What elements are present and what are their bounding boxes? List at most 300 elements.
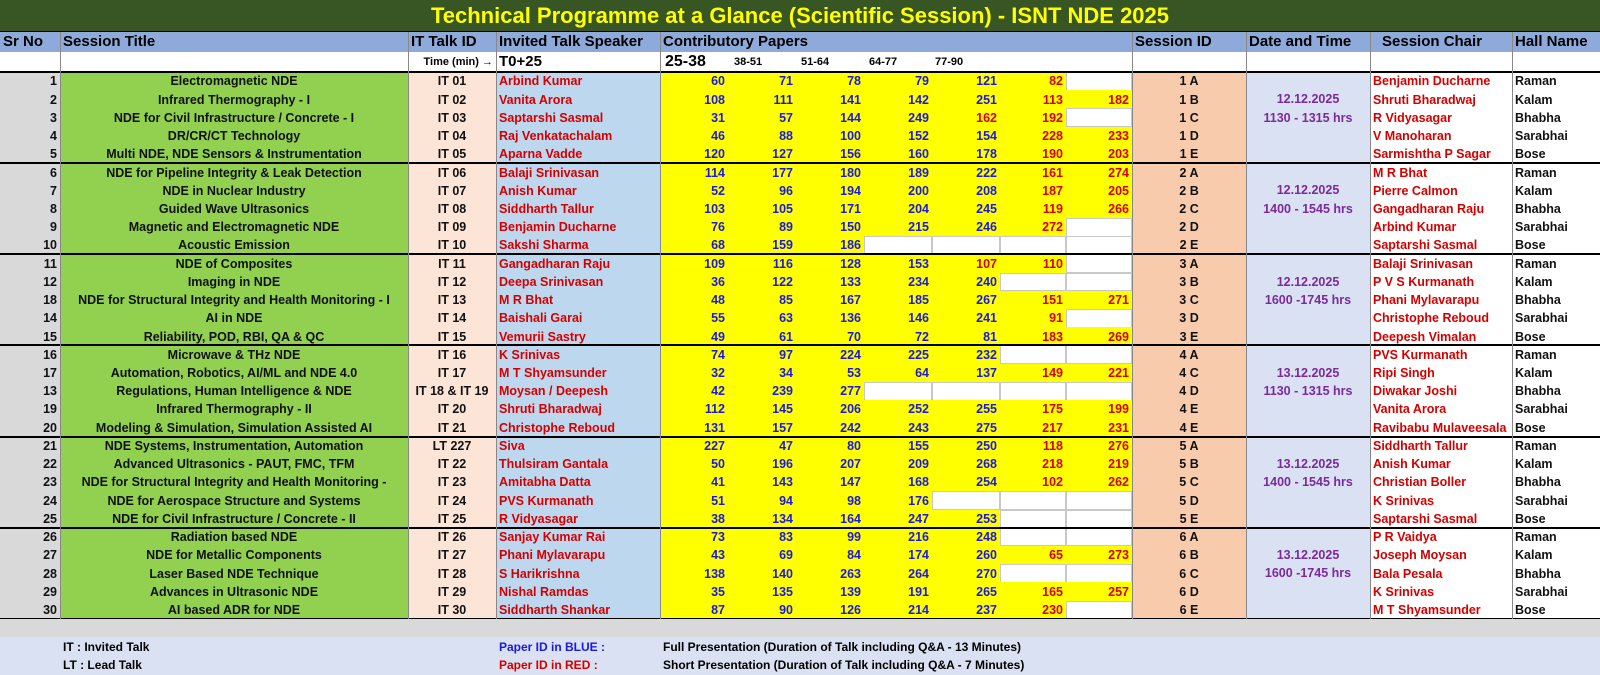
paper-id: 155 <box>864 437 932 456</box>
paper-id: 194 <box>796 181 864 200</box>
speaker-name: Arbind Kumar <box>496 72 660 91</box>
paper-id: 196 <box>728 455 796 474</box>
hall-name: Bhabha <box>1512 291 1600 310</box>
paper-id: 82 <box>1000 72 1066 91</box>
it-talk-id: IT 16 <box>408 345 496 364</box>
paper-id: 218 <box>1000 455 1066 474</box>
session-chair: Deepesh Vimalan <box>1370 327 1512 346</box>
paper-id: 205 <box>1066 181 1132 200</box>
sr-number: 28 <box>0 564 60 583</box>
paper-id: 70 <box>796 327 864 346</box>
hall-name: Raman <box>1512 254 1600 273</box>
paper-id: 221 <box>1066 364 1132 383</box>
session-chair: Diwakar Joshi <box>1370 382 1512 401</box>
page-title: Technical Programme at a Glance (Scientific Session) - ISNT NDE 2025 <box>430 2 1170 28</box>
paper-id: 156 <box>796 145 864 164</box>
hall-name: Bose <box>1512 145 1600 164</box>
paper-id: 116 <box>728 254 796 273</box>
it-talk-id: IT 11 <box>408 254 496 273</box>
session-chair: P V S Kurmanath <box>1370 273 1512 292</box>
session-id: 1 C <box>1132 108 1246 127</box>
speaker-name: Siddharth Tallur <box>496 200 660 219</box>
speaker-name: Amitabha Datta <box>496 473 660 492</box>
session-date: 12.12.2025 <box>1276 274 1340 289</box>
session-chair: K Srinivas <box>1370 582 1512 601</box>
session-id: 5 D <box>1132 491 1246 510</box>
sr-number: 16 <box>0 345 60 364</box>
paper-id: 264 <box>864 564 932 583</box>
session-chair: Saptarshi Sasmal <box>1370 510 1512 529</box>
paper-id <box>1066 345 1132 364</box>
time-slot: 64-77 <box>869 56 898 68</box>
paper-id: 34 <box>728 364 796 383</box>
date-cell <box>1246 582 1370 601</box>
it-talk-id: IT 15 <box>408 327 496 346</box>
session-id: 4 E <box>1132 418 1246 437</box>
session-title: Microwave & THz NDE <box>60 345 408 364</box>
date-cell <box>1246 163 1370 182</box>
group-divider <box>0 71 1600 73</box>
hall-name: Sarabhai <box>1512 400 1600 419</box>
session-chair: R Vidyasagar <box>1370 108 1512 127</box>
hall-name: Sarabhai <box>1512 218 1600 237</box>
col-header-date: Date and Time <box>1246 32 1370 52</box>
paper-id: 253 <box>932 510 1000 529</box>
paper-id <box>1000 382 1066 401</box>
paper-id: 68 <box>660 236 728 255</box>
paper-id: 72 <box>864 327 932 346</box>
session-id: 2 E <box>1132 236 1246 255</box>
paper-id: 232 <box>932 345 1000 364</box>
speaker-name: Vanita Arora <box>496 90 660 109</box>
paper-id: 277 <box>796 382 864 401</box>
paper-id <box>1066 382 1132 401</box>
it-talk-id: IT 24 <box>408 491 496 510</box>
session-title: NDE in Nuclear Industry <box>60 181 408 200</box>
group-divider <box>0 344 1600 346</box>
paper-id: 180 <box>796 163 864 182</box>
sr-number: 10 <box>0 236 60 255</box>
session-id: 1 A <box>1132 72 1246 91</box>
paper-id: 80 <box>796 437 864 456</box>
paper-id: 43 <box>660 546 728 565</box>
session-date: 13.12.2025 <box>1276 456 1340 471</box>
paper-id: 171 <box>796 200 864 219</box>
paper-id: 81 <box>932 327 1000 346</box>
paper-id: 178 <box>932 145 1000 164</box>
sr-number: 17 <box>0 364 60 383</box>
column-divider <box>1132 32 1133 619</box>
it-talk-id: IT 05 <box>408 145 496 164</box>
paper-id: 243 <box>864 418 932 437</box>
session-date: 13.12.2025 <box>1276 548 1340 563</box>
session-time: 1600 -1745 hrs <box>1264 566 1352 581</box>
paper-id: 185 <box>864 291 932 310</box>
speaker-name: Benjamin Ducharne <box>496 218 660 237</box>
paper-id: 103 <box>660 200 728 219</box>
session-id: 6 D <box>1132 582 1246 601</box>
paper-id: 266 <box>1066 200 1132 219</box>
paper-id: 109 <box>660 254 728 273</box>
it-talk-id: IT 12 <box>408 273 496 292</box>
paper-id: 157 <box>728 418 796 437</box>
paper-id: 131 <box>660 418 728 437</box>
sr-number: 2 <box>0 90 60 109</box>
paper-id: 209 <box>864 455 932 474</box>
paper-id: 135 <box>728 582 796 601</box>
session-id: 1 B <box>1132 90 1246 109</box>
session-title: NDE for Aerospace Structure and Systems <box>60 491 408 510</box>
paper-id: 204 <box>864 200 932 219</box>
paper-id: 144 <box>796 108 864 127</box>
paper-id: 146 <box>864 309 932 328</box>
date-cell <box>1246 309 1370 328</box>
sr-number: 5 <box>0 145 60 164</box>
session-id: 3 A <box>1132 254 1246 273</box>
speaker-name: Thulsiram Gantala <box>496 455 660 474</box>
session-time: 1600 -1745 hrs <box>1264 292 1352 307</box>
paper-id: 217 <box>1000 418 1066 437</box>
it-talk-id: IT 03 <box>408 108 496 127</box>
paper-id <box>1066 273 1132 292</box>
col-header-it: IT Talk ID <box>408 32 496 52</box>
column-divider <box>60 32 61 619</box>
paper-id: 250 <box>932 437 1000 456</box>
it-talk-id: IT 01 <box>408 72 496 91</box>
paper-id: 140 <box>728 564 796 583</box>
paper-id: 36 <box>660 273 728 292</box>
paper-id: 147 <box>796 473 864 492</box>
paper-id: 119 <box>1000 200 1066 219</box>
paper-id: 143 <box>728 473 796 492</box>
session-title: Automation, Robotics, AI/ML and NDE 4.0 <box>60 364 408 383</box>
session-chair: Saptarshi Sasmal <box>1370 236 1512 255</box>
paper-id: 263 <box>796 564 864 583</box>
legend-blue-desc: Full Presentation (Duration of Talk including Q&A - 13 Minutes) <box>663 640 1022 654</box>
paper-id: 203 <box>1066 145 1132 164</box>
paper-id: 118 <box>1000 437 1066 456</box>
paper-id: 231 <box>1066 418 1132 437</box>
paper-id: 230 <box>1000 601 1066 620</box>
session-id: 5 B <box>1132 455 1246 474</box>
paper-id <box>1066 491 1132 510</box>
sr-number: 27 <box>0 546 60 565</box>
session-id: 5 E <box>1132 510 1246 529</box>
time-slot: 25-38 <box>665 53 706 70</box>
session-chair: Ravibabu Mulaveesala <box>1370 418 1512 437</box>
hall-name: Kalam <box>1512 455 1600 474</box>
paper-id: 216 <box>864 528 932 547</box>
paper-id: 219 <box>1066 455 1132 474</box>
session-chair: P R Vaidya <box>1370 528 1512 547</box>
paper-id: 63 <box>728 309 796 328</box>
paper-id: 177 <box>728 163 796 182</box>
legend-lt: LT : Lead Talk <box>63 658 142 672</box>
paper-id: 234 <box>864 273 932 292</box>
date-cell <box>1246 345 1370 364</box>
date-cell <box>1246 145 1370 164</box>
session-chair: Shruti Bharadwaj <box>1370 90 1512 109</box>
date-cell <box>1246 528 1370 547</box>
paper-id: 240 <box>932 273 1000 292</box>
paper-id: 214 <box>864 601 932 620</box>
paper-id: 50 <box>660 455 728 474</box>
paper-id <box>1066 564 1132 583</box>
session-chair: Anish Kumar <box>1370 455 1512 474</box>
paper-id: 215 <box>864 218 932 237</box>
date-cell <box>1246 418 1370 437</box>
paper-id: 74 <box>660 345 728 364</box>
paper-id: 112 <box>660 400 728 419</box>
sr-number: 9 <box>0 218 60 237</box>
session-id: 6 C <box>1132 564 1246 583</box>
session-title: NDE for Civil Infrastructure / Concrete - II <box>60 510 408 529</box>
session-title: NDE for Civil Infrastructure / Concrete - I <box>60 108 408 127</box>
paper-id: 55 <box>660 309 728 328</box>
paper-id: 189 <box>864 163 932 182</box>
session-chair: Arbind Kumar <box>1370 218 1512 237</box>
session-title: Electromagnetic NDE <box>60 72 408 91</box>
sr-number: 11 <box>0 254 60 273</box>
paper-id: 249 <box>864 108 932 127</box>
it-talk-id: IT 04 <box>408 127 496 146</box>
it-talk-id: IT 10 <box>408 236 496 255</box>
paper-id: 276 <box>1066 437 1132 456</box>
it-talk-id: IT 25 <box>408 510 496 529</box>
paper-id <box>1066 510 1132 529</box>
speaker-name: Phani Mylavarapu <box>496 546 660 565</box>
session-chair: Balaji Srinivasan <box>1370 254 1512 273</box>
hall-name: Kalam <box>1512 90 1600 109</box>
session-title: Infrared Thermography - II <box>60 400 408 419</box>
paper-id: 120 <box>660 145 728 164</box>
paper-id: 94 <box>728 491 796 510</box>
speaker-name: Sakshi Sharma <box>496 236 660 255</box>
session-chair: Pierre Calmon <box>1370 181 1512 200</box>
sr-number: 21 <box>0 437 60 456</box>
paper-id: 159 <box>728 236 796 255</box>
hall-name: Raman <box>1512 528 1600 547</box>
paper-id: 241 <box>932 309 1000 328</box>
date-cell <box>1246 437 1370 456</box>
paper-id: 47 <box>728 437 796 456</box>
paper-id: 31 <box>660 108 728 127</box>
paper-id: 165 <box>1000 582 1066 601</box>
session-id: 3 C <box>1132 291 1246 310</box>
paper-id: 100 <box>796 127 864 146</box>
col-header-speaker: Invited Talk Speaker <box>496 32 660 52</box>
speaker-name: S Harikrishna <box>496 564 660 583</box>
paper-id: 262 <box>1066 473 1132 492</box>
paper-id: 145 <box>728 400 796 419</box>
session-date: 13.12.2025 <box>1276 365 1340 380</box>
paper-id: 222 <box>932 163 1000 182</box>
session-chair: PVS Kurmanath <box>1370 345 1512 364</box>
sr-number: 30 <box>0 601 60 620</box>
time-slot: 38-51 <box>734 56 763 68</box>
time-it-slot: T0+25 <box>499 53 542 70</box>
session-title: Magnetic and Electromagnetic NDE <box>60 218 408 237</box>
paper-id: 64 <box>864 364 932 383</box>
speaker-name: Moysan / Deepesh <box>496 382 660 401</box>
paper-id: 162 <box>932 108 1000 127</box>
hall-name: Raman <box>1512 437 1600 456</box>
session-id: 5 C <box>1132 473 1246 492</box>
paper-id: 139 <box>796 582 864 601</box>
session-title: Acoustic Emission <box>60 236 408 255</box>
paper-id: 60 <box>660 72 728 91</box>
it-talk-id: IT 20 <box>408 400 496 419</box>
session-title: Regulations, Human Intelligence & NDE <box>60 382 408 401</box>
speaker-name: Sanjay Kumar Rai <box>496 528 660 547</box>
paper-id: 48 <box>660 291 728 310</box>
hall-name: Raman <box>1512 163 1600 182</box>
session-id: 2 C <box>1132 200 1246 219</box>
sr-number: 23 <box>0 473 60 492</box>
column-divider <box>408 32 409 619</box>
paper-id: 150 <box>796 218 864 237</box>
paper-id: 121 <box>932 72 1000 91</box>
date-cell <box>1246 127 1370 146</box>
paper-id <box>932 491 1000 510</box>
paper-id: 122 <box>728 273 796 292</box>
paper-id: 134 <box>728 510 796 529</box>
session-id: 3 D <box>1132 309 1246 328</box>
paper-id <box>932 382 1000 401</box>
paper-id <box>1000 510 1066 529</box>
speaker-name: Saptarshi Sasmal <box>496 108 660 127</box>
paper-id: 183 <box>1000 327 1066 346</box>
session-title: AI in NDE <box>60 309 408 328</box>
paper-id: 114 <box>660 163 728 182</box>
paper-id <box>1066 254 1132 273</box>
paper-id: 200 <box>864 181 932 200</box>
paper-id <box>1066 236 1132 255</box>
hall-name: Bhabha <box>1512 564 1600 583</box>
hall-name: Bose <box>1512 510 1600 529</box>
paper-id: 176 <box>864 491 932 510</box>
session-chair: Vanita Arora <box>1370 400 1512 419</box>
date-cell <box>1246 510 1370 529</box>
session-title: DR/CR/CT Technology <box>60 127 408 146</box>
sr-number: 8 <box>0 200 60 219</box>
paper-id <box>1066 309 1132 328</box>
paper-id: 161 <box>1000 163 1066 182</box>
paper-id: 46 <box>660 127 728 146</box>
paper-id: 151 <box>1000 291 1066 310</box>
session-title: Modeling & Simulation, Simulation Assisted AI <box>60 418 408 437</box>
sr-number: 3 <box>0 108 60 127</box>
paper-id: 206 <box>796 400 864 419</box>
paper-id: 108 <box>660 90 728 109</box>
it-talk-id: IT 21 <box>408 418 496 437</box>
paper-id: 78 <box>796 72 864 91</box>
session-time: 1400 - 1545 hrs <box>1263 475 1353 490</box>
it-talk-id: IT 13 <box>408 291 496 310</box>
it-talk-id: IT 07 <box>408 181 496 200</box>
date-cell <box>1246 72 1370 91</box>
it-talk-id: IT 28 <box>408 564 496 583</box>
session-date: 12.12.2025 <box>1276 92 1340 107</box>
session-title: NDE for Pipeline Integrity & Leak Detection <box>60 163 408 182</box>
paper-id: 275 <box>932 418 1000 437</box>
paper-id: 90 <box>728 601 796 620</box>
hall-name: Bhabha <box>1512 473 1600 492</box>
it-talk-id: IT 06 <box>408 163 496 182</box>
it-talk-id: IT 17 <box>408 364 496 383</box>
column-divider <box>1246 32 1247 619</box>
legend-blue-label: Paper ID in BLUE : <box>499 640 606 654</box>
paper-id: 239 <box>728 382 796 401</box>
speaker-name: Balaji Srinivasan <box>496 163 660 182</box>
sr-number: 18 <box>0 291 60 310</box>
speaker-name: Christophe Reboud <box>496 418 660 437</box>
session-id: 1 D <box>1132 127 1246 146</box>
paper-id: 52 <box>660 181 728 200</box>
paper-id: 107 <box>932 254 1000 273</box>
paper-id: 257 <box>1066 582 1132 601</box>
paper-id: 154 <box>932 127 1000 146</box>
paper-id: 41 <box>660 473 728 492</box>
speaker-name: Baishali Garai <box>496 309 660 328</box>
hall-name: Bhabha <box>1512 382 1600 401</box>
paper-id <box>1066 72 1132 91</box>
paper-id: 225 <box>864 345 932 364</box>
time-label: Time (min) → <box>423 56 493 68</box>
col-header-papers: Contributory Papers <box>660 32 1132 52</box>
paper-id: 274 <box>1066 163 1132 182</box>
paper-id <box>1000 345 1066 364</box>
speaker-name: K Srinivas <box>496 345 660 364</box>
hall-name: Bose <box>1512 418 1600 437</box>
paper-id: 270 <box>932 564 1000 583</box>
it-talk-id: IT 14 <box>408 309 496 328</box>
paper-id: 248 <box>932 528 1000 547</box>
sr-number: 25 <box>0 510 60 529</box>
it-talk-id: IT 08 <box>408 200 496 219</box>
session-id: 5 A <box>1132 437 1246 456</box>
it-talk-id: LT 227 <box>408 437 496 456</box>
paper-id: 126 <box>796 601 864 620</box>
session-id: 1 E <box>1132 145 1246 164</box>
session-chair: Benjamin Ducharne <box>1370 72 1512 91</box>
title-bar <box>0 0 1600 32</box>
paper-id <box>1066 108 1132 127</box>
paper-id: 38 <box>660 510 728 529</box>
group-divider <box>0 253 1600 255</box>
paper-id: 252 <box>864 400 932 419</box>
session-title: Imaging in NDE <box>60 273 408 292</box>
paper-id: 167 <box>796 291 864 310</box>
paper-id: 79 <box>864 72 932 91</box>
paper-id: 260 <box>932 546 1000 565</box>
paper-id: 97 <box>728 345 796 364</box>
paper-id <box>864 382 932 401</box>
date-cell <box>1246 400 1370 419</box>
speaker-name: R Vidyasagar <box>496 510 660 529</box>
paper-id: 128 <box>796 254 864 273</box>
it-talk-id: IT 02 <box>408 90 496 109</box>
legend-red-label: Paper ID in RED : <box>499 658 598 672</box>
session-chair: Siddharth Tallur <box>1370 437 1512 456</box>
paper-id: 53 <box>796 364 864 383</box>
session-chair: Ripi Singh <box>1370 364 1512 383</box>
date-cell <box>1246 254 1370 273</box>
paper-id <box>1066 528 1132 547</box>
paper-id <box>932 236 1000 255</box>
paper-id: 105 <box>728 200 796 219</box>
speaker-name: Deepa Srinivasan <box>496 273 660 292</box>
